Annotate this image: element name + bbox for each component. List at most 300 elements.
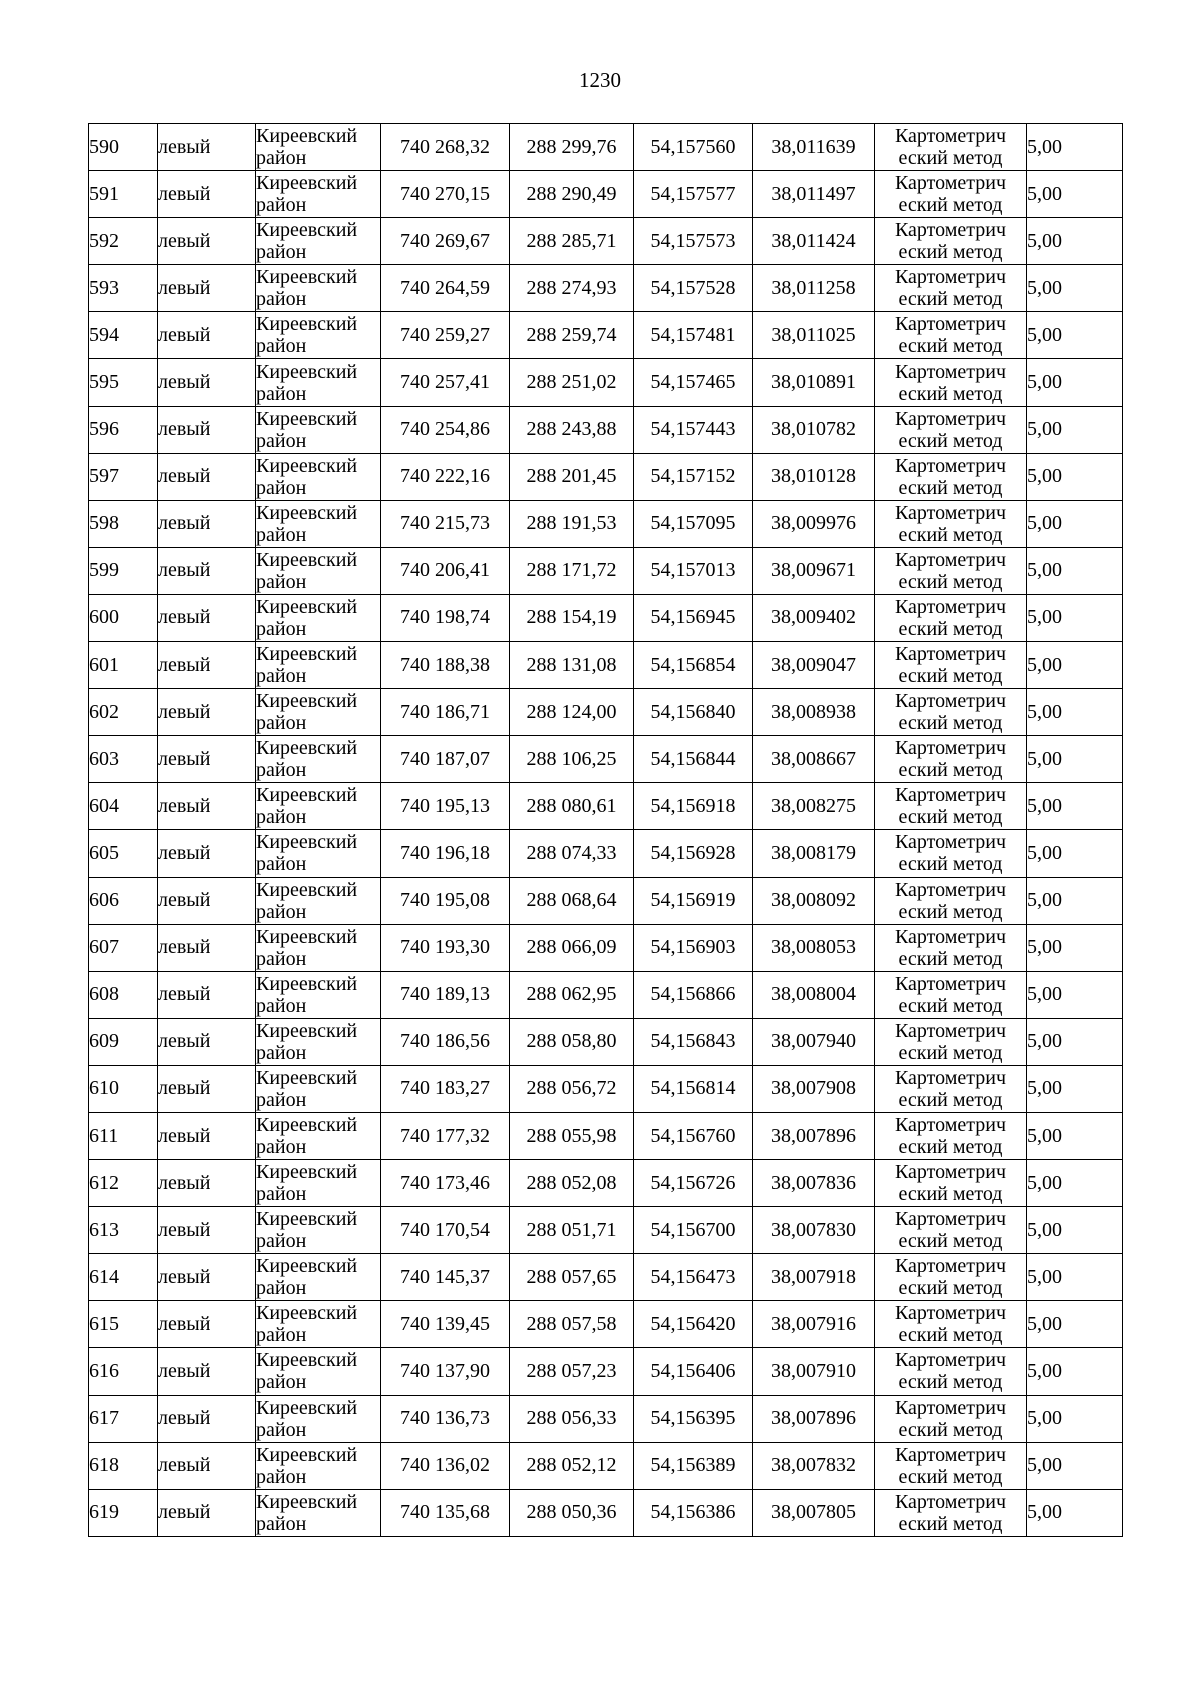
table-row (89, 265, 1123, 312)
table-row (89, 1489, 1123, 1536)
method-line: еский метод (898, 335, 1003, 358)
bank-side-cell: левый (158, 783, 256, 830)
point-number-cell: 617 (89, 1395, 158, 1442)
method-line: Картометрич (894, 925, 1007, 948)
x-coordinate-cell: 740 196,18 (381, 830, 510, 877)
point-number-cell: 606 (89, 877, 158, 924)
point-number-cell: 594 (89, 312, 158, 359)
bank-side-cell: левый (158, 406, 256, 453)
method-line: Картометрич (894, 1066, 1007, 1089)
y-coordinate-cell: 288 057,23 (510, 1348, 634, 1395)
district-line: Киреевский (256, 125, 358, 148)
district-line: район (256, 994, 307, 1017)
district-cell (256, 877, 381, 924)
method-line: еский метод (898, 1371, 1003, 1394)
page-number: 1230 (579, 68, 621, 92)
latitude-cell: 54,157573 (634, 218, 753, 265)
method-line: Картометрич (894, 1490, 1007, 1513)
method-cell (875, 1301, 1027, 1348)
method-cell (875, 1254, 1027, 1301)
table-row (89, 1112, 1123, 1159)
method-cell (875, 547, 1027, 594)
bank-side-cell: левый (158, 1489, 256, 1536)
longitude-cell: 38,008092 (753, 877, 875, 924)
y-coordinate-cell: 288 056,33 (510, 1395, 634, 1442)
y-coordinate-cell: 288 068,64 (510, 877, 634, 924)
latitude-cell: 54,157095 (634, 500, 753, 547)
method-line: еский метод (898, 288, 1003, 311)
method-cell (875, 877, 1027, 924)
accuracy-cell: 5,00 (1027, 924, 1123, 971)
bank-side-cell: левый (158, 359, 256, 406)
table-row (89, 1395, 1123, 1442)
accuracy-cell: 5,00 (1027, 171, 1123, 218)
method-line: Картометрич (894, 172, 1007, 195)
table-row (89, 547, 1123, 594)
accuracy-cell: 5,00 (1027, 312, 1123, 359)
method-line: еский метод (898, 147, 1003, 170)
latitude-cell: 54,156918 (634, 783, 753, 830)
x-coordinate-cell: 740 187,07 (381, 736, 510, 783)
bank-side-cell: левый (158, 1112, 256, 1159)
district-line: район (256, 523, 307, 546)
method-line: еский метод (898, 1277, 1003, 1300)
method-cell (875, 1160, 1027, 1207)
table-row (89, 642, 1123, 689)
longitude-cell: 38,009047 (753, 642, 875, 689)
district-line: район (256, 429, 307, 452)
point-number-cell: 590 (89, 124, 158, 171)
table-row (89, 1442, 1123, 1489)
district-line: район (256, 806, 307, 829)
district-cell (256, 453, 381, 500)
latitude-cell: 54,156945 (634, 594, 753, 641)
method-line: еский метод (898, 194, 1003, 217)
method-line: еский метод (898, 617, 1003, 640)
point-number-cell: 615 (89, 1301, 158, 1348)
latitude-cell: 54,156726 (634, 1160, 753, 1207)
table-row (89, 736, 1123, 783)
method-line: Картометрич (894, 972, 1007, 995)
y-coordinate-cell: 288 051,71 (510, 1207, 634, 1254)
bank-side-cell: левый (158, 594, 256, 641)
longitude-cell: 38,007805 (753, 1489, 875, 1536)
method-line: еский метод (898, 476, 1003, 499)
table-row (89, 830, 1123, 877)
latitude-cell: 54,156814 (634, 1065, 753, 1112)
bank-side-cell: левый (158, 642, 256, 689)
x-coordinate-cell: 740 145,37 (381, 1254, 510, 1301)
y-coordinate-cell: 288 171,72 (510, 547, 634, 594)
method-cell (875, 594, 1027, 641)
district-line: Киреевский (256, 501, 358, 524)
longitude-cell: 38,007896 (753, 1395, 875, 1442)
district-cell (256, 783, 381, 830)
latitude-cell: 54,157152 (634, 453, 753, 500)
district-line: район (256, 1418, 307, 1441)
method-line: Картометрич (894, 125, 1007, 148)
method-line: Картометрич (894, 831, 1007, 854)
bank-side-cell: левый (158, 830, 256, 877)
method-line: Картометрич (894, 784, 1007, 807)
accuracy-cell: 5,00 (1027, 877, 1123, 924)
district-cell (256, 1065, 381, 1112)
table-row (89, 1207, 1123, 1254)
accuracy-cell: 5,00 (1027, 594, 1123, 641)
method-line: Картометрич (894, 1208, 1007, 1231)
x-coordinate-cell: 740 136,02 (381, 1442, 510, 1489)
latitude-cell: 54,157443 (634, 406, 753, 453)
method-line: Картометрич (894, 407, 1007, 430)
district-line: район (256, 1230, 307, 1253)
accuracy-cell: 5,00 (1027, 1442, 1123, 1489)
district-line: район (256, 147, 307, 170)
table-row (89, 124, 1123, 171)
longitude-cell: 38,007918 (753, 1254, 875, 1301)
y-coordinate-cell: 288 057,65 (510, 1254, 634, 1301)
x-coordinate-cell: 740 269,67 (381, 218, 510, 265)
bank-side-cell: левый (158, 1301, 256, 1348)
district-line: Киреевский (256, 454, 358, 477)
district-cell (256, 218, 381, 265)
method-line: еский метод (898, 1136, 1003, 1159)
bank-side-cell: левый (158, 877, 256, 924)
method-line: Картометрич (894, 1396, 1007, 1419)
bank-side-cell: левый (158, 1442, 256, 1489)
bank-side-cell: левый (158, 736, 256, 783)
latitude-cell: 54,156903 (634, 924, 753, 971)
longitude-cell: 38,011497 (753, 171, 875, 218)
method-line: еский метод (898, 947, 1003, 970)
longitude-cell: 38,011639 (753, 124, 875, 171)
latitude-cell: 54,156395 (634, 1395, 753, 1442)
longitude-cell: 38,008275 (753, 783, 875, 830)
y-coordinate-cell: 288 191,53 (510, 500, 634, 547)
point-number-cell: 600 (89, 594, 158, 641)
point-number-cell: 601 (89, 642, 158, 689)
longitude-cell: 38,009671 (753, 547, 875, 594)
bank-side-cell: левый (158, 1065, 256, 1112)
district-line: район (256, 1183, 307, 1206)
method-line: Картометрич (894, 1114, 1007, 1137)
coordinates-table (88, 123, 1123, 1537)
method-cell (875, 453, 1027, 500)
longitude-cell: 38,007832 (753, 1442, 875, 1489)
district-cell (256, 500, 381, 547)
method-cell (875, 1442, 1027, 1489)
method-line: Картометрич (894, 313, 1007, 336)
district-line: Киреевский (256, 1396, 358, 1419)
y-coordinate-cell: 288 201,45 (510, 453, 634, 500)
method-line: Картометрич (894, 737, 1007, 760)
point-number-cell: 603 (89, 736, 158, 783)
district-cell (256, 406, 381, 453)
accuracy-cell: 5,00 (1027, 1489, 1123, 1536)
table-row (89, 1348, 1123, 1395)
x-coordinate-cell: 740 198,74 (381, 594, 510, 641)
x-coordinate-cell: 740 136,73 (381, 1395, 510, 1442)
accuracy-cell: 5,00 (1027, 453, 1123, 500)
district-line: Киреевский (256, 1208, 358, 1231)
bank-side-cell: левый (158, 171, 256, 218)
method-cell (875, 971, 1027, 1018)
y-coordinate-cell: 288 055,98 (510, 1112, 634, 1159)
method-line: Картометрич (894, 360, 1007, 383)
y-coordinate-cell: 288 057,58 (510, 1301, 634, 1348)
district-cell (256, 547, 381, 594)
district-line: Киреевский (256, 1349, 358, 1372)
method-cell (875, 218, 1027, 265)
district-cell (256, 1301, 381, 1348)
district-line: район (256, 1465, 307, 1488)
y-coordinate-cell: 288 052,12 (510, 1442, 634, 1489)
accuracy-cell: 5,00 (1027, 1207, 1123, 1254)
x-coordinate-cell: 740 222,16 (381, 453, 510, 500)
x-coordinate-cell: 740 195,08 (381, 877, 510, 924)
bank-side-cell: левый (158, 453, 256, 500)
latitude-cell: 54,157465 (634, 359, 753, 406)
x-coordinate-cell: 740 170,54 (381, 1207, 510, 1254)
latitude-cell: 54,156928 (634, 830, 753, 877)
district-line: Киреевский (256, 1302, 358, 1325)
method-line: Картометрич (894, 1019, 1007, 1042)
point-number-cell: 609 (89, 1018, 158, 1065)
method-line: еский метод (898, 994, 1003, 1017)
district-line: Киреевский (256, 1255, 358, 1278)
district-line: Киреевский (256, 972, 358, 995)
accuracy-cell: 5,00 (1027, 783, 1123, 830)
method-line: еский метод (898, 241, 1003, 264)
point-number-cell: 598 (89, 500, 158, 547)
point-number-cell: 612 (89, 1160, 158, 1207)
district-line: район (256, 288, 307, 311)
y-coordinate-cell: 288 251,02 (510, 359, 634, 406)
district-line: район (256, 665, 307, 688)
district-cell (256, 924, 381, 971)
method-cell (875, 1395, 1027, 1442)
district-line: Киреевский (256, 1161, 358, 1184)
method-cell (875, 689, 1027, 736)
method-cell (875, 1348, 1027, 1395)
accuracy-cell: 5,00 (1027, 265, 1123, 312)
x-coordinate-cell: 740 206,41 (381, 547, 510, 594)
district-line: район (256, 853, 307, 876)
longitude-cell: 38,009976 (753, 500, 875, 547)
longitude-cell: 38,007916 (753, 1301, 875, 1348)
point-number-cell: 599 (89, 547, 158, 594)
district-cell (256, 642, 381, 689)
method-line: Картометрич (894, 454, 1007, 477)
y-coordinate-cell: 288 154,19 (510, 594, 634, 641)
district-line: Киреевский (256, 548, 358, 571)
y-coordinate-cell: 288 290,49 (510, 171, 634, 218)
district-line: Киреевский (256, 219, 358, 242)
method-line: еский метод (898, 1230, 1003, 1253)
point-number-cell: 596 (89, 406, 158, 453)
district-line: район (256, 1512, 307, 1535)
district-cell (256, 594, 381, 641)
method-line: еский метод (898, 1512, 1003, 1535)
accuracy-cell: 5,00 (1027, 971, 1123, 1018)
longitude-cell: 38,011258 (753, 265, 875, 312)
accuracy-cell: 5,00 (1027, 1395, 1123, 1442)
x-coordinate-cell: 740 135,68 (381, 1489, 510, 1536)
method-cell (875, 924, 1027, 971)
table-row (89, 1301, 1123, 1348)
table-row (89, 359, 1123, 406)
bank-side-cell: левый (158, 124, 256, 171)
latitude-cell: 54,157481 (634, 312, 753, 359)
latitude-cell: 54,156760 (634, 1112, 753, 1159)
district-line: район (256, 759, 307, 782)
point-number-cell: 618 (89, 1442, 158, 1489)
x-coordinate-cell: 740 254,86 (381, 406, 510, 453)
y-coordinate-cell: 288 131,08 (510, 642, 634, 689)
method-cell (875, 830, 1027, 877)
latitude-cell: 54,156700 (634, 1207, 753, 1254)
table-row (89, 1018, 1123, 1065)
district-line: район (256, 1041, 307, 1064)
method-line: Картометрич (894, 690, 1007, 713)
latitude-cell: 54,156389 (634, 1442, 753, 1489)
accuracy-cell: 5,00 (1027, 359, 1123, 406)
district-line: Киреевский (256, 925, 358, 948)
bank-side-cell: левый (158, 924, 256, 971)
method-cell (875, 312, 1027, 359)
table-row (89, 594, 1123, 641)
district-line: Киреевский (256, 690, 358, 713)
district-line: Киреевский (256, 595, 358, 618)
table-row (89, 783, 1123, 830)
x-coordinate-cell: 740 270,15 (381, 171, 510, 218)
accuracy-cell: 5,00 (1027, 124, 1123, 171)
latitude-cell: 54,156844 (634, 736, 753, 783)
point-number-cell: 614 (89, 1254, 158, 1301)
point-number-cell: 613 (89, 1207, 158, 1254)
longitude-cell: 38,007836 (753, 1160, 875, 1207)
district-line: район (256, 947, 307, 970)
point-number-cell: 605 (89, 830, 158, 877)
longitude-cell: 38,011424 (753, 218, 875, 265)
district-line: Киреевский (256, 172, 358, 195)
table-row (89, 877, 1123, 924)
y-coordinate-cell: 288 058,80 (510, 1018, 634, 1065)
method-line: Картометрич (894, 1443, 1007, 1466)
y-coordinate-cell: 288 259,74 (510, 312, 634, 359)
x-coordinate-cell: 740 177,32 (381, 1112, 510, 1159)
y-coordinate-cell: 288 052,08 (510, 1160, 634, 1207)
method-line: Картометрич (894, 219, 1007, 242)
method-cell (875, 124, 1027, 171)
district-line: район (256, 382, 307, 405)
method-line: еский метод (898, 900, 1003, 923)
x-coordinate-cell: 740 173,46 (381, 1160, 510, 1207)
district-line: район (256, 712, 307, 735)
longitude-cell: 38,010782 (753, 406, 875, 453)
x-coordinate-cell: 740 268,32 (381, 124, 510, 171)
x-coordinate-cell: 740 259,27 (381, 312, 510, 359)
latitude-cell: 54,157577 (634, 171, 753, 218)
x-coordinate-cell: 740 264,59 (381, 265, 510, 312)
district-line: Киреевский (256, 878, 358, 901)
longitude-cell: 38,010891 (753, 359, 875, 406)
bank-side-cell: левый (158, 1207, 256, 1254)
district-cell (256, 1112, 381, 1159)
bank-side-cell: левый (158, 1160, 256, 1207)
latitude-cell: 54,156420 (634, 1301, 753, 1348)
district-line: район (256, 241, 307, 264)
longitude-cell: 38,007910 (753, 1348, 875, 1395)
table-row (89, 453, 1123, 500)
x-coordinate-cell: 740 193,30 (381, 924, 510, 971)
x-coordinate-cell: 740 139,45 (381, 1301, 510, 1348)
method-cell (875, 783, 1027, 830)
y-coordinate-cell: 288 274,93 (510, 265, 634, 312)
y-coordinate-cell: 288 066,09 (510, 924, 634, 971)
point-number-cell: 593 (89, 265, 158, 312)
district-line: Киреевский (256, 313, 358, 336)
method-line: Картометрич (894, 1255, 1007, 1278)
district-cell (256, 1489, 381, 1536)
latitude-cell: 54,157528 (634, 265, 753, 312)
accuracy-cell: 5,00 (1027, 547, 1123, 594)
district-line: район (256, 1324, 307, 1347)
district-cell (256, 1395, 381, 1442)
district-cell (256, 1442, 381, 1489)
district-line: район (256, 476, 307, 499)
table-row (89, 312, 1123, 359)
table-row (89, 1065, 1123, 1112)
accuracy-cell: 5,00 (1027, 736, 1123, 783)
district-line: район (256, 617, 307, 640)
district-line: Киреевский (256, 784, 358, 807)
longitude-cell: 38,009402 (753, 594, 875, 641)
accuracy-cell: 5,00 (1027, 500, 1123, 547)
district-cell (256, 124, 381, 171)
x-coordinate-cell: 740 183,27 (381, 1065, 510, 1112)
method-line: Картометрич (894, 595, 1007, 618)
district-line: район (256, 900, 307, 923)
point-number-cell: 610 (89, 1065, 158, 1112)
district-line: Киреевский (256, 266, 358, 289)
method-line: Картометрич (894, 548, 1007, 571)
method-line: еский метод (898, 570, 1003, 593)
longitude-cell: 38,008667 (753, 736, 875, 783)
district-line: Киреевский (256, 360, 358, 383)
accuracy-cell: 5,00 (1027, 1254, 1123, 1301)
point-number-cell: 591 (89, 171, 158, 218)
longitude-cell: 38,007830 (753, 1207, 875, 1254)
y-coordinate-cell: 288 106,25 (510, 736, 634, 783)
district-cell (256, 1018, 381, 1065)
method-line: Картометрич (894, 1302, 1007, 1325)
district-line: Киреевский (256, 737, 358, 760)
point-number-cell: 604 (89, 783, 158, 830)
longitude-cell: 38,007940 (753, 1018, 875, 1065)
accuracy-cell: 5,00 (1027, 1112, 1123, 1159)
accuracy-cell: 5,00 (1027, 1348, 1123, 1395)
accuracy-cell: 5,00 (1027, 1301, 1123, 1348)
latitude-cell: 54,157013 (634, 547, 753, 594)
district-line: район (256, 1371, 307, 1394)
table-row (89, 971, 1123, 1018)
table-row (89, 406, 1123, 453)
point-number-cell: 597 (89, 453, 158, 500)
accuracy-cell: 5,00 (1027, 689, 1123, 736)
latitude-cell: 54,156919 (634, 877, 753, 924)
longitude-cell: 38,008938 (753, 689, 875, 736)
method-line: Картометрич (894, 878, 1007, 901)
